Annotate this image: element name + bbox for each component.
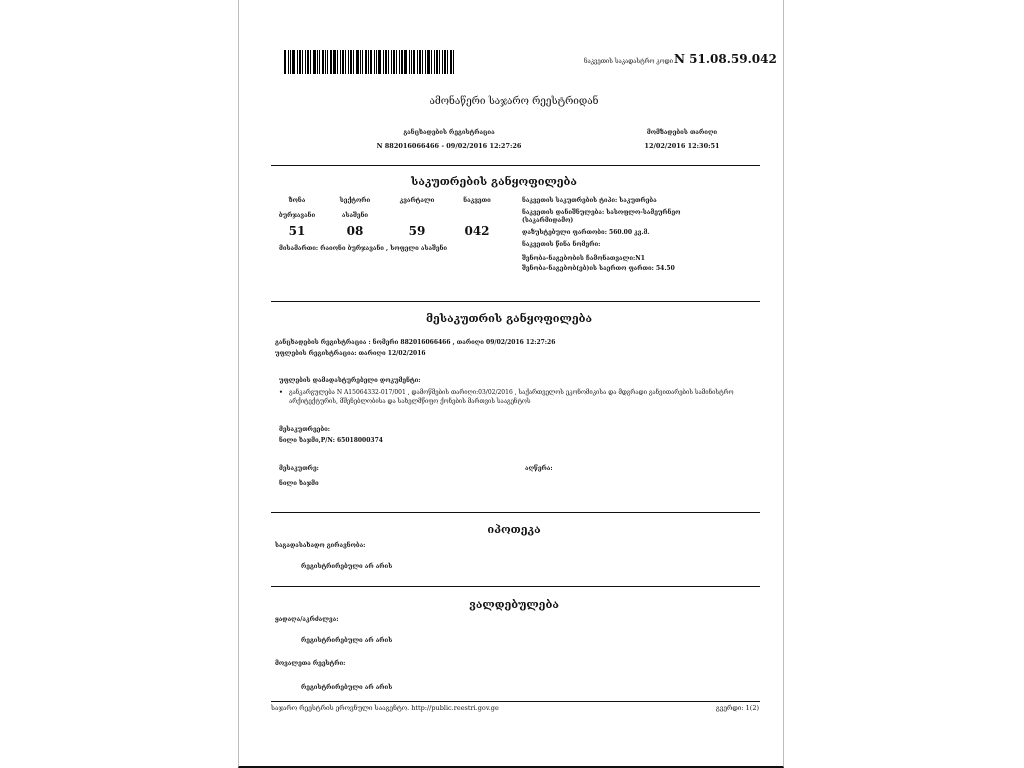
barcode-bar	[378, 50, 381, 74]
barcode-bar	[330, 50, 332, 74]
barcode-bar	[290, 50, 291, 74]
property-detail: შენობა-ნაგებობ(ებ)ის საერთო ფართი: 54.50	[522, 265, 675, 272]
property-detail: (საკარმიდამო)	[522, 217, 574, 224]
zone-value: 51	[288, 224, 306, 238]
property-details	[522, 197, 752, 274]
obligations-section-title: ვალდებულება	[469, 598, 559, 611]
barcode-bar	[313, 50, 316, 74]
barcode-bar	[353, 50, 354, 74]
barcode-bar	[401, 50, 403, 74]
owners-value: ნილი ხაჯმი,P/N: 65018000374	[279, 437, 383, 444]
seizure-value: რეგისტრირებული არ არის	[301, 637, 393, 644]
barcode-bar	[447, 50, 448, 74]
owner-label: მესაკუთრე:	[279, 465, 319, 472]
registry-code-caption: ნაკვეთის საკადასტრო კოდი	[584, 58, 673, 65]
barcode-bar	[422, 50, 423, 74]
barcode-bar	[362, 50, 363, 74]
barcode-bar	[288, 50, 289, 74]
barcode-bar	[368, 50, 369, 74]
doc-list	[279, 389, 749, 406]
doc-list-item	[279, 389, 749, 406]
mortgage-section-title: იპოთეკა	[487, 523, 541, 536]
bullet-icon: •	[279, 389, 283, 396]
barcode-bar	[322, 50, 324, 74]
owner-reg-line: განცხადების რეგისტრაცია : ნომერი 882016066466 , თარიღი 09/02/2016 12:27:26	[275, 339, 556, 346]
registry-code: N 51.08.59.042	[674, 52, 777, 66]
sector-label: სექტორი	[339, 197, 371, 204]
footer-page-number: გვერდი: 1(2)	[715, 704, 759, 712]
property-detail: ნაკვეთის დანიშნულება: სასოფლო-სამეურნეო	[522, 208, 681, 216]
property-detail: ნაკვეთის საკუთრების ტიპი: საკუთრება	[522, 197, 657, 204]
barcode	[284, 50, 466, 74]
owner-value: ნილი ხაჯმი	[279, 480, 319, 487]
barcode-bar	[450, 50, 452, 74]
barcode-bar	[383, 50, 384, 74]
mortgage-label: საგადასახადო გირავნობა:	[275, 542, 366, 549]
property-section-title: საკუთრების განყოფილება	[411, 175, 577, 188]
document-page	[238, 0, 784, 768]
barcode-bar	[342, 50, 344, 74]
reg-number-value: N 882016066466 - 09/02/2016 12:27:26	[376, 142, 522, 150]
sector-sub: ასაშენი	[341, 212, 369, 219]
quarter-label: კვარტალი	[399, 197, 435, 204]
sector-value: 08	[346, 224, 364, 238]
parcel-value: 042	[464, 224, 490, 238]
barcode-bar	[333, 50, 336, 74]
barcode-bar	[399, 50, 400, 74]
barcode-bar	[340, 50, 341, 74]
divider	[271, 301, 760, 302]
document-authority: ამონაწერი საჯარო რეესტრიდან	[429, 96, 599, 107]
barcode-bar	[376, 50, 377, 74]
barcode-bar	[453, 50, 454, 74]
share-label: აღწერა:	[525, 465, 553, 472]
barcode-bar	[350, 50, 352, 74]
barcode-bar	[365, 50, 367, 74]
owner-right-line: უფლების რეგისტრაცია: თარიღი 12/02/2016	[275, 350, 426, 357]
barcode-bar	[417, 50, 418, 74]
parcel-label: ნაკვეთი	[463, 197, 491, 204]
barcode-bar	[305, 50, 306, 74]
barcode-bar	[360, 50, 361, 74]
barcode-bar	[284, 50, 286, 74]
seizure-label: ყადაღა/აკრძალვა:	[275, 616, 339, 623]
issue-date-value: 12/02/2016 12:30:51	[644, 142, 720, 150]
issue-date-label: მომზადების თარიღი	[646, 129, 718, 136]
barcode-bar	[356, 50, 359, 74]
barcode-bar	[419, 50, 421, 74]
mortgage-value: რეგისტრირებული არ არის	[301, 563, 393, 570]
zone-label: ზონა	[288, 197, 306, 204]
barcode-bar	[409, 50, 410, 74]
barcode-bar	[413, 50, 415, 74]
reg-number-label: განცხადების რეგისტრაცია	[403, 129, 495, 136]
divider	[271, 512, 760, 513]
quarter-value: 59	[408, 224, 426, 238]
barcode-bar	[431, 50, 432, 74]
barcode-bar	[396, 50, 397, 74]
barcode-bar	[391, 50, 392, 74]
divider	[271, 165, 760, 166]
barcode-bar	[374, 50, 375, 74]
barcode-bar	[319, 50, 320, 74]
footer-site: საჯარო რეესტრის ეროვნული სააგენტო. http://public.reestri.gov.ge	[271, 704, 499, 712]
barcode-bar	[327, 50, 328, 74]
divider	[271, 586, 760, 587]
barcode-bar	[439, 50, 440, 74]
debtor-label: მოვალეთა რეესტრი:	[275, 660, 346, 667]
barcode-bar	[388, 50, 389, 74]
barcode-bar	[325, 50, 326, 74]
barcode-bar	[302, 50, 303, 74]
barcode-bar	[436, 50, 438, 74]
barcode-bar	[337, 50, 338, 74]
barcode-bar	[345, 50, 346, 74]
zone-sub: ბურჯავანი	[278, 212, 316, 219]
barcode-bar	[307, 50, 309, 74]
barcode-bar	[299, 50, 301, 74]
barcode-bar	[404, 50, 407, 74]
barcode-bar	[427, 50, 430, 74]
doc-item-text: განკარგულება N A15064332-017/001 , დამოწმების თარიღი:03/02/2016 , საქართველოს ეკონომიკისა და მდგრადი განვითარების სამინისტრო	[289, 389, 734, 396]
barcode-bar	[292, 50, 295, 74]
barcode-bar	[310, 50, 311, 74]
doc-item-text: არქიტექტურის, მშენებლობისა და სახელმწიფო ქონების მართვის სააგენტოს	[289, 397, 531, 405]
barcode-bar	[297, 50, 298, 74]
property-detail: ნაკვეთის წინა ნომერი:	[522, 241, 601, 248]
property-detail: დაზუსტებული ფართობი: 560.00 კვ.მ.	[522, 228, 650, 236]
docs-label: უფლების დამადასტურებელი დოკუმენტი:	[279, 377, 421, 384]
property-detail: შენობა-ნაგებობის ჩამონათვალი:N1	[522, 254, 645, 262]
barcode-bar	[425, 50, 426, 74]
barcode-bar	[434, 50, 435, 74]
owners-label: მესაკუთრეები:	[279, 426, 330, 433]
barcode-bar	[348, 50, 349, 74]
footer-divider	[271, 701, 760, 702]
owner-section-title: მესაკუთრის განყოფილება	[425, 312, 593, 325]
barcode-bar	[444, 50, 446, 74]
barcode-bar	[393, 50, 395, 74]
barcode-bar	[411, 50, 412, 74]
barcode-bar	[317, 50, 318, 74]
barcode-bar	[442, 50, 443, 74]
barcode-bar	[385, 50, 387, 74]
address: მისამართი: რაიონი ბურჯავანი , სოფელი ასაშენი	[279, 245, 448, 252]
debtor-value: რეგისტრირებული არ არის	[301, 684, 393, 691]
barcode-bar	[370, 50, 372, 74]
